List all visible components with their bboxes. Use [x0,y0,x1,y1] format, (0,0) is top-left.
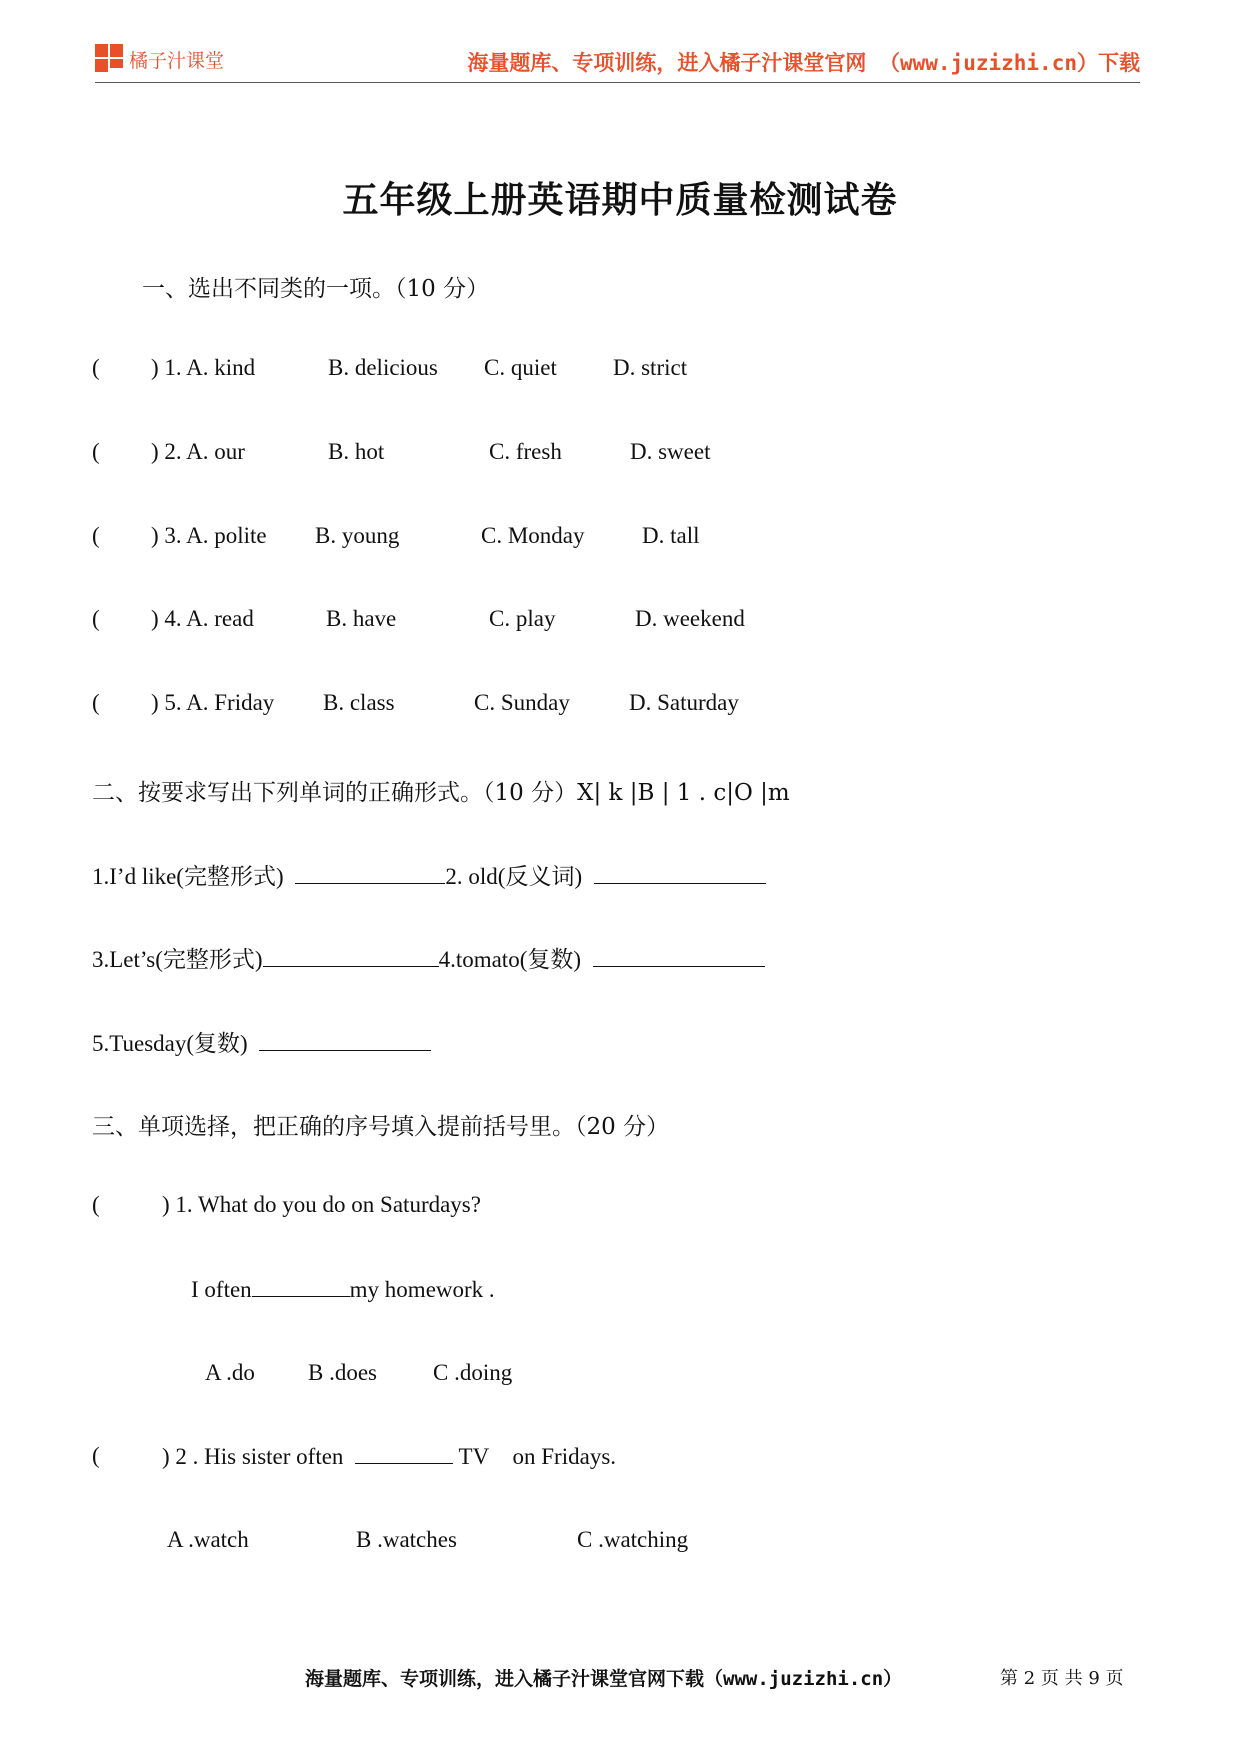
answer-blank[interactable] [355,1443,453,1464]
answer-blank[interactable] [295,863,445,884]
answer-paren: ( [92,1443,100,1468]
option-a: ) 1. A. kind [151,355,256,380]
page-number: 第 2 页 共 9 页 [1000,1668,1124,1689]
option-b: B .watches [356,1527,457,1552]
section2-row-3 [92,1025,431,1058]
section3-q1-sentence [191,1276,495,1303]
section2-q3: 3.Let’s(完整形式) [92,947,263,972]
option-c: C. play [489,606,556,631]
option-d: D. Saturday [629,690,739,715]
answer-paren: ( [92,606,100,631]
answer-blank[interactable] [263,946,439,967]
answer-paren: ( [92,523,100,548]
answer-blank[interactable] [252,1276,350,1297]
option-b: B. delicious [328,355,438,380]
sentence-part: I often [191,1277,252,1302]
option-c: C .watching [577,1527,689,1552]
option-c: C. quiet [484,355,557,380]
logo-blocks-icon [95,44,125,74]
sentence-part: ) 2 . His sister often [162,1444,344,1469]
section2-q4: 4.tomato(复数) [438,947,582,972]
section2-row-1 [92,858,766,891]
option-b: B. class [323,690,395,715]
section2-q5: 5.Tuesday(复数) [92,1031,248,1056]
section3-q2-stem [162,1443,616,1470]
answer-blank[interactable] [259,1030,431,1051]
answer-paren: ( [92,690,100,715]
option-b: B. have [326,606,397,631]
option-d: D. weekend [635,606,745,631]
section2-row-2 [92,941,765,974]
option-a: ) 2. A. our [151,439,245,464]
section3-q1-stem: ) 1. What do you do on Saturdays? [162,1192,481,1217]
option-d: D. strict [613,355,688,380]
option-c: C .doing [433,1360,513,1385]
sentence-part: my homework . [349,1277,495,1302]
option-d: D. tall [642,523,700,548]
sentence-part: TV [458,1444,489,1469]
option-d: D. sweet [630,439,711,464]
answer-paren: ( [92,355,100,380]
brand-logo [95,42,224,76]
option-a: A .watch [167,1527,249,1552]
option-a: ) 4. A. read [151,606,254,631]
option-a: ) 5. A. Friday [151,690,275,715]
answer-blank[interactable] [594,863,766,884]
footer-slogan: 海量题库、专项训练，进入橘子汁课堂官网下载（www.juzizhi.cn） [305,1668,903,1690]
section1-heading: 一、选出不同类的一项。（10 分） [142,276,490,302]
section2-q2: 2. old(反义词) [445,864,583,889]
answer-paren: ( [92,439,100,464]
option-a: ) 3. A. polite [151,523,267,548]
option-a: A .do [205,1360,255,1385]
header-divider [95,82,1140,83]
option-c: C. Monday [481,523,585,548]
section2-q1: 1.I’d like(完整形式) [92,864,284,889]
option-b: B. hot [328,439,385,464]
section2-heading: 二、按要求写出下列单词的正确形式。（10 分）X| k |B | 1 . c|O |m [92,780,790,806]
page-title: 五年级上册英语期中质量检测试卷 [342,180,898,221]
header-slogan: 海量题库、专项训练，进入橘子汁课堂官网 （www.juzizhi.cn）下载 [467,51,1140,75]
logo-text: 橘子汁课堂 [129,49,225,72]
section3-heading: 三、单项选择，把正确的序号填入提前括号里。（20 分） [92,1114,670,1140]
answer-paren: ( [92,1192,100,1217]
answer-blank[interactable] [593,946,765,967]
option-b: B .does [308,1360,377,1385]
sentence-part: on Fridays. [512,1444,617,1469]
option-b: B. young [315,523,400,548]
option-c: C. fresh [489,439,562,464]
option-c: C. Sunday [474,690,570,715]
